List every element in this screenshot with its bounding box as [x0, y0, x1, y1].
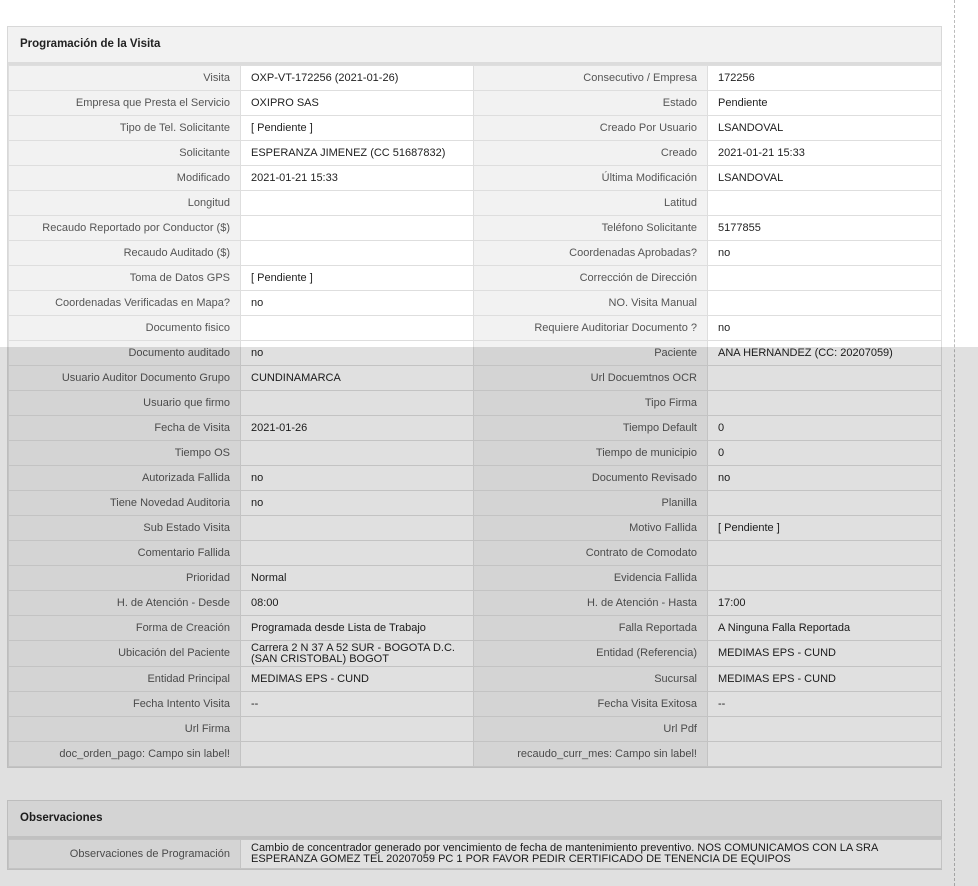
detail-right-label: Coordenadas Aprobadas?	[474, 241, 708, 266]
observaciones-table	[8, 839, 942, 869]
detail-right-value: MEDIMAS EPS - CUND	[708, 641, 942, 667]
detail-right-label: Motivo Fallida	[474, 516, 708, 541]
detail-left-value	[241, 441, 474, 466]
detail-right-label: NO. Visita Manual	[474, 291, 708, 316]
detail-left-value: ESPERANZA JIMENEZ (CC 51687832)	[241, 141, 474, 166]
detail-left-label: Sub Estado Visita	[9, 516, 241, 541]
detail-left-value	[241, 391, 474, 416]
detail-right-value	[708, 541, 942, 566]
detail-left-label: Url Firma	[9, 717, 241, 742]
detail-right-value	[708, 191, 942, 216]
detail-right-value	[708, 291, 942, 316]
detail-right-value: no	[708, 241, 942, 266]
detail-left-value: Normal	[241, 566, 474, 591]
detail-row	[9, 491, 942, 516]
detail-left-label: Usuario Auditor Documento Grupo	[9, 366, 241, 391]
detail-right-label: Consecutivo / Empresa	[474, 66, 708, 91]
detail-right-label: Creado Por Usuario	[474, 116, 708, 141]
detail-left-value: [ Pendiente ]	[241, 116, 474, 141]
detail-left-label: Solicitante	[9, 141, 241, 166]
detail-right-value: LSANDOVAL	[708, 116, 942, 141]
detail-left-value	[241, 717, 474, 742]
detail-row	[9, 641, 942, 667]
detail-row	[9, 667, 942, 692]
detail-row	[9, 291, 942, 316]
detail-row	[9, 541, 942, 566]
detail-row	[9, 266, 942, 291]
detail-row	[9, 566, 942, 591]
observaciones-row	[9, 840, 942, 869]
detail-right-value: 2021-01-21 15:33	[708, 141, 942, 166]
detail-right-value	[708, 717, 942, 742]
detail-left-label: Recaudo Auditado ($)	[9, 241, 241, 266]
detail-row	[9, 717, 942, 742]
detail-left-label: Coordenadas Verificadas en Mapa?	[9, 291, 241, 316]
detail-left-value: no	[241, 466, 474, 491]
detail-right-value: 5177855	[708, 216, 942, 241]
detail-left-label: Recaudo Reportado por Conductor ($)	[9, 216, 241, 241]
detail-row	[9, 391, 942, 416]
detail-right-value: 172256	[708, 66, 942, 91]
detail-right-value: MEDIMAS EPS - CUND	[708, 667, 942, 692]
detail-left-label: Comentario Fallida	[9, 541, 241, 566]
detail-right-value: A Ninguna Falla Reportada	[708, 616, 942, 641]
detail-right-label: Fecha Visita Exitosa	[474, 692, 708, 717]
detail-left-value	[241, 316, 474, 341]
detail-right-label: H. de Atención - Hasta	[474, 591, 708, 616]
detail-right-value: [ Pendiente ]	[708, 516, 942, 541]
detail-row	[9, 616, 942, 641]
detail-right-label: Tiempo de municipio	[474, 441, 708, 466]
detail-right-label: Entidad (Referencia)	[474, 641, 708, 667]
detail-right-value	[708, 366, 942, 391]
detail-left-label: Prioridad	[9, 566, 241, 591]
detail-left-label: doc_orden_pago: Campo sin label!	[9, 742, 241, 767]
detail-left-label: Tipo de Tel. Solicitante	[9, 116, 241, 141]
detail-right-value	[708, 742, 942, 767]
detail-row	[9, 466, 942, 491]
detail-right-label: Planilla	[474, 491, 708, 516]
detail-row	[9, 441, 942, 466]
detail-right-value: Pendiente	[708, 91, 942, 116]
detail-left-value: no	[241, 491, 474, 516]
detail-left-label: Empresa que Presta el Servicio	[9, 91, 241, 116]
detail-row	[9, 141, 942, 166]
detail-row	[9, 516, 942, 541]
detail-left-value: no	[241, 291, 474, 316]
detail-left-label: Visita	[9, 66, 241, 91]
detail-left-value	[241, 541, 474, 566]
detail-right-label: Documento Revisado	[474, 466, 708, 491]
observaciones-panel-title: Observaciones	[8, 801, 941, 839]
detail-right-label: Requiere Auditoriar Documento ?	[474, 316, 708, 341]
detail-left-label: Fecha de Visita	[9, 416, 241, 441]
detail-row	[9, 191, 942, 216]
detail-left-label: Entidad Principal	[9, 667, 241, 692]
detail-left-label: Documento fisico	[9, 316, 241, 341]
observaciones-label: Observaciones de Programación	[9, 840, 241, 869]
detail-left-label: Longitud	[9, 191, 241, 216]
detail-left-value: no	[241, 341, 474, 366]
detail-left-label: Tiene Novedad Auditoria	[9, 491, 241, 516]
detail-row	[9, 116, 942, 141]
programacion-panel	[7, 26, 942, 768]
detail-left-value: --	[241, 692, 474, 717]
detail-right-label: Teléfono Solicitante	[474, 216, 708, 241]
detail-left-label: Documento auditado	[9, 341, 241, 366]
detail-left-label: Autorizada Fallida	[9, 466, 241, 491]
detail-right-label: Falla Reportada	[474, 616, 708, 641]
detail-left-value: 2021-01-26	[241, 416, 474, 441]
observaciones-panel	[7, 800, 942, 870]
detail-right-label: Creado	[474, 141, 708, 166]
detail-right-value: no	[708, 466, 942, 491]
detail-row	[9, 692, 942, 717]
detail-right-value	[708, 566, 942, 591]
detail-left-label: Ubicación del Paciente	[9, 641, 241, 667]
detail-right-label: Tiempo Default	[474, 416, 708, 441]
detail-right-label: recaudo_curr_mes: Campo sin label!	[474, 742, 708, 767]
detail-row	[9, 91, 942, 116]
detail-right-label: Paciente	[474, 341, 708, 366]
detail-right-label: Corrección de Dirección	[474, 266, 708, 291]
detail-left-value	[241, 742, 474, 767]
detail-left-value	[241, 191, 474, 216]
detail-row	[9, 241, 942, 266]
page-edge-dashed-guide	[954, 0, 955, 886]
detail-left-label: Usuario que firmo	[9, 391, 241, 416]
detail-right-value: no	[708, 316, 942, 341]
detail-right-value: LSANDOVAL	[708, 166, 942, 191]
detail-right-value	[708, 266, 942, 291]
detail-right-label: Sucursal	[474, 667, 708, 692]
detail-right-label: Evidencia Fallida	[474, 566, 708, 591]
programacion-panel-title: Programación de la Visita	[8, 27, 941, 65]
detail-right-label: Tipo Firma	[474, 391, 708, 416]
detail-left-label: Toma de Datos GPS	[9, 266, 241, 291]
detail-left-value: OXP-VT-172256 (2021-01-26)	[241, 66, 474, 91]
detail-row	[9, 742, 942, 767]
detail-right-value: 0	[708, 441, 942, 466]
detail-left-value: CUNDINAMARCA	[241, 366, 474, 391]
detail-left-value: [ Pendiente ]	[241, 266, 474, 291]
detail-right-value: --	[708, 692, 942, 717]
detail-left-value: Programada desde Lista de Trabajo	[241, 616, 474, 641]
detail-row	[9, 366, 942, 391]
detail-left-value	[241, 216, 474, 241]
detail-left-value: 2021-01-21 15:33	[241, 166, 474, 191]
detail-left-value: 08:00	[241, 591, 474, 616]
detail-left-label: H. de Atención - Desde	[9, 591, 241, 616]
detail-row	[9, 341, 942, 366]
detail-row	[9, 66, 942, 91]
detail-right-label: Última Modificación	[474, 166, 708, 191]
detail-row	[9, 166, 942, 191]
detail-right-value: 0	[708, 416, 942, 441]
detail-left-value: OXIPRO SAS	[241, 91, 474, 116]
detail-left-value: Carrera 2 N 37 A 52 SUR - BOGOTA D.C. (SAN CRISTOBAL) BOGOT	[241, 641, 474, 667]
detail-left-label: Forma de Creación	[9, 616, 241, 641]
detail-right-value	[708, 391, 942, 416]
detail-right-value	[708, 491, 942, 516]
detail-left-label: Tiempo OS	[9, 441, 241, 466]
detail-right-label: Estado	[474, 91, 708, 116]
detail-right-value: 17:00	[708, 591, 942, 616]
detail-left-label: Modificado	[9, 166, 241, 191]
detail-left-value	[241, 241, 474, 266]
detail-row	[9, 216, 942, 241]
detail-right-label: Latitud	[474, 191, 708, 216]
detail-row	[9, 416, 942, 441]
programacion-details-table	[8, 65, 942, 767]
detail-left-value	[241, 516, 474, 541]
detail-right-label: Url Docuemtnos OCR	[474, 366, 708, 391]
detail-left-label: Fecha Intento Visita	[9, 692, 241, 717]
detail-row	[9, 316, 942, 341]
detail-right-label: Url Pdf	[474, 717, 708, 742]
detail-right-label: Contrato de Comodato	[474, 541, 708, 566]
observaciones-value: Cambio de concentrador generado por vencimiento de fecha de mantenimiento preventivo. NOS COMUNICAMOS CON LA SRA ESPERANZA GOMEZ TEL 20207059 PC 1 POR FAVOR PEDIR CERTIFICADO DE TENENCIA DE EQUIPOS	[241, 840, 942, 869]
detail-right-value: ANA HERNANDEZ (CC: 20207059)	[708, 341, 942, 366]
detail-row	[9, 591, 942, 616]
detail-left-value: MEDIMAS EPS - CUND	[241, 667, 474, 692]
